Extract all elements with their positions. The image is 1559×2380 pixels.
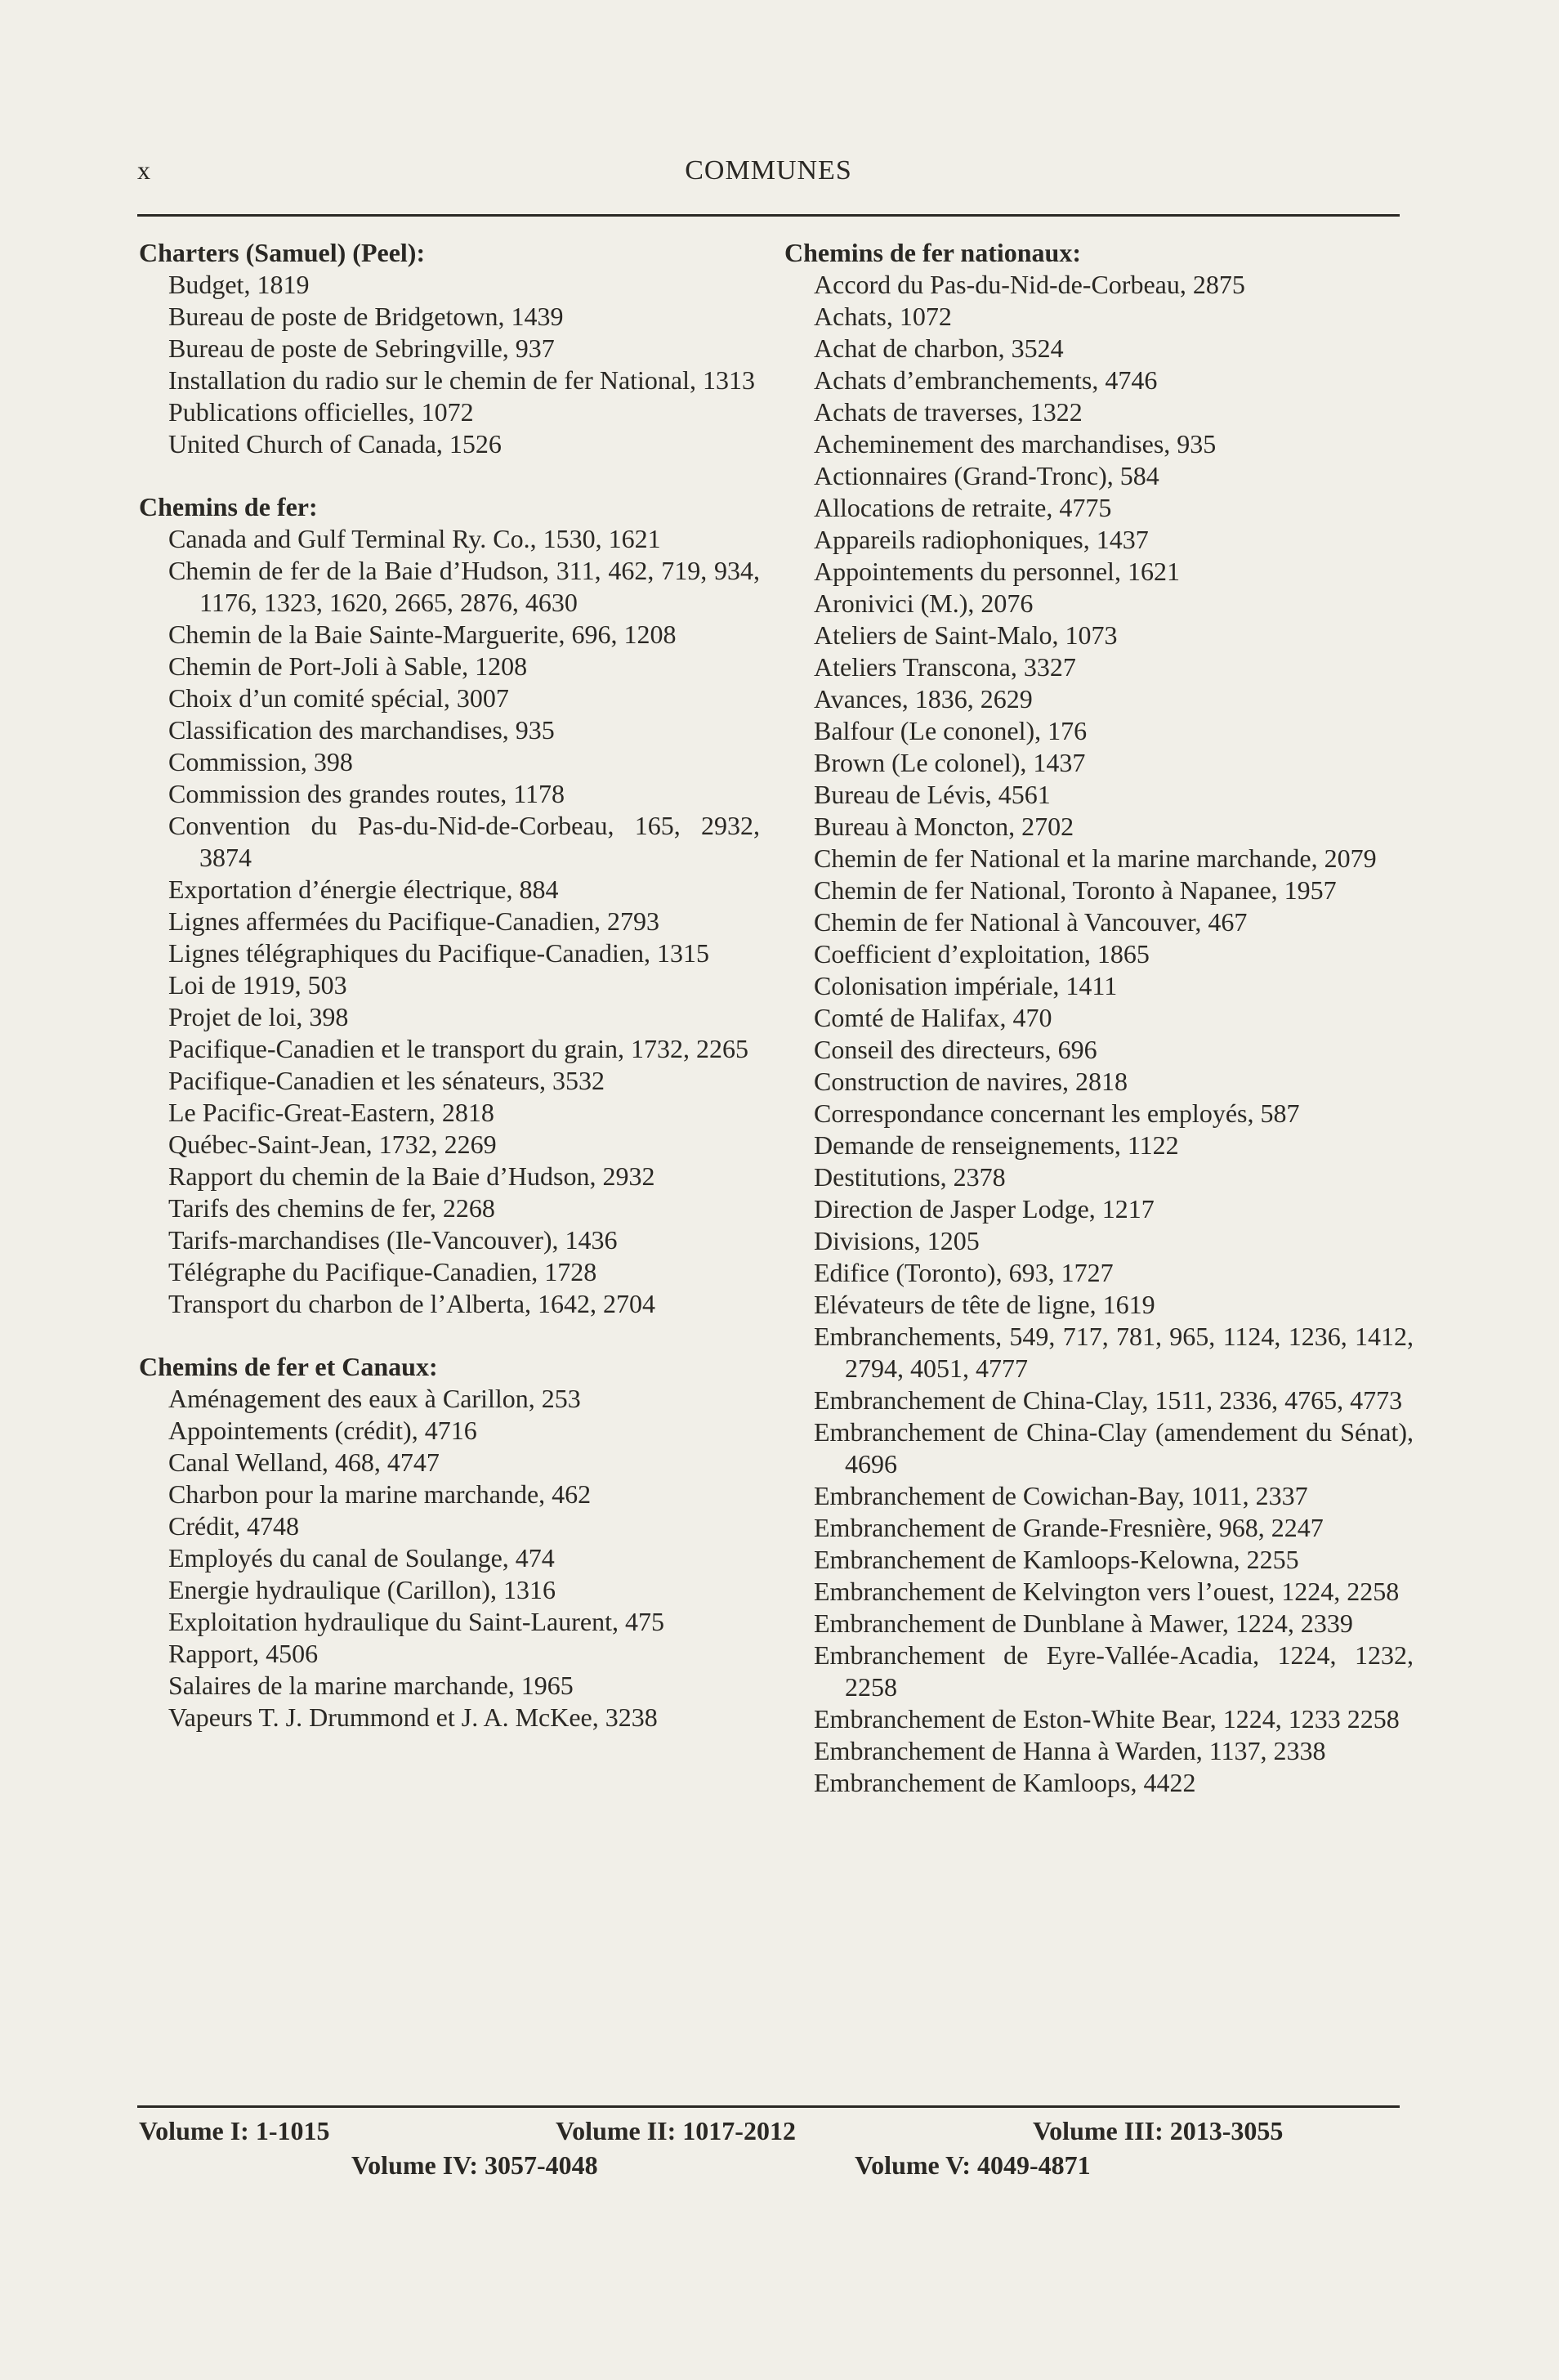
index-entry: Exploitation hydraulique du Saint-Laurent, 475: [168, 1607, 664, 1636]
footer-rule: [137, 2105, 1400, 2108]
index-entry: Edifice (Toronto), 693, 1727: [814, 1258, 1114, 1287]
index-entry: Embranchement de China-Clay, 1511, 2336, 4765, 4773: [814, 1385, 1403, 1415]
volume-4-range: Volume IV: 3057-4048: [351, 2150, 598, 2180]
index-entry: Correspondance concernant les employés, 587: [814, 1098, 1300, 1128]
index-entry: Embranchement de Kelvington vers l’ouest, 1224, 2258: [814, 1577, 1400, 1606]
index-entry: Bureau de Lévis, 4561: [814, 780, 1051, 809]
index-entry: Classification des marchandises, 935: [168, 715, 555, 745]
index-entry: Actionnaires (Grand-Tronc), 584: [814, 461, 1159, 490]
index-entry: Publications officielles, 1072: [168, 397, 474, 427]
index-entry: Demande de renseignements, 1122: [814, 1130, 1179, 1160]
index-entry: Embranchement de Grande-Fresnière, 968, 2247: [814, 1513, 1324, 1542]
index-entry: Embranchement de Cowichan-Bay, 1011, 2337: [814, 1481, 1308, 1510]
index-entry: Commission des grandes routes, 1178: [168, 779, 565, 808]
index-entry: Brown (Le colonel), 1437: [814, 748, 1086, 777]
index-entry: Embranchement de Hanna à Warden, 1137, 2338: [814, 1736, 1326, 1765]
index-entry: Coefficient d’exploitation, 1865: [814, 939, 1150, 969]
index-entry: Vapeurs T. J. Drummond et J. A. McKee, 3238: [168, 1702, 658, 1732]
index-entry: Rapport, 4506: [168, 1639, 319, 1668]
right-column: [784, 237, 1414, 1830]
volume-2-range: Volume II: 1017-2012: [556, 2116, 796, 2145]
index-entry: Aménagement des eaux à Carillon, 253: [168, 1384, 581, 1413]
footer-row-1: [137, 2114, 1400, 2148]
entry-list: [139, 1383, 760, 1734]
index-entry: Crédit, 4748: [168, 1511, 299, 1541]
index-entry: Aronivici (M.), 2076: [814, 588, 1034, 618]
index-entry: Chemin de Port-Joli à Sable, 1208: [168, 651, 528, 681]
footer-row-2: [137, 2148, 1400, 2182]
index-section: [139, 237, 760, 460]
index-entry: Avances, 1836, 2629: [814, 684, 1033, 714]
index-entry: Québec-Saint-Jean, 1732, 2269: [168, 1130, 497, 1159]
entry-list: [139, 523, 760, 1320]
section-heading: Chemins de fer et Canaux:: [139, 1352, 438, 1381]
index-section: [784, 237, 1414, 1799]
index-entry: Projet de loi, 398: [168, 1002, 349, 1031]
index-entry: Loi de 1919, 503: [168, 970, 347, 1000]
index-entry: Colonisation impériale, 1411: [814, 971, 1118, 1000]
index-entry: Direction de Jasper Lodge, 1217: [814, 1194, 1155, 1224]
index-entry: Energie hydraulique (Carillon), 1316: [168, 1575, 556, 1604]
index-entry: Elévateurs de tête de ligne, 1619: [814, 1290, 1155, 1319]
index-entry: Appointements (crédit), 4716: [168, 1416, 477, 1445]
index-entry: Chemin de la Baie Sainte-Marguerite, 696, 1208: [168, 620, 677, 649]
volume-1-range: Volume I: 1-1015: [139, 2116, 330, 2145]
index-entry: Divisions, 1205: [814, 1226, 980, 1255]
index-section: [139, 491, 760, 1320]
index-entry: Canada and Gulf Terminal Ry. Co., 1530, 1621: [168, 524, 661, 553]
index-entry: Le Pacific-Great-Eastern, 2818: [168, 1098, 494, 1127]
left-column: [139, 237, 760, 1765]
index-entry: Balfour (Le cononel), 176: [814, 716, 1088, 745]
index-entry: Comté de Halifax, 470: [814, 1003, 1052, 1032]
index-entry: Lignes télégraphiques du Pacifique-Canadien, 1315: [168, 938, 710, 968]
index-entry: Embranchement de Dunblane à Mawer, 1224, 2339: [814, 1608, 1353, 1638]
index-entry: Pacifique-Canadien et le transport du grain, 1732, 2265: [168, 1034, 749, 1063]
index-entry: Tarifs-marchandises (Ile-Vancouver), 1436: [168, 1225, 618, 1255]
index-entry: Rapport du chemin de la Baie d’Hudson, 2932: [168, 1161, 655, 1191]
page-title: COMMUNES: [685, 155, 852, 186]
index-entry: Achats de traverses, 1322: [814, 397, 1083, 427]
index-entry: Ateliers Transcona, 3327: [814, 652, 1076, 682]
index-entry: Budget, 1819: [168, 270, 310, 299]
index-entry: Embranchement de Eyre-Vallée-Acadia, 1224, 1232, 2258: [814, 1640, 1414, 1702]
index-entry: Bureau de poste de Sebringville, 937: [168, 333, 555, 363]
index-entry: Embranchement de Kamloops-Kelowna, 2255: [814, 1545, 1299, 1574]
index-entry: Télégraphe du Pacifique-Canadien, 1728: [168, 1257, 597, 1286]
index-entry: Exportation d’énergie électrique, 884: [168, 875, 559, 904]
section-heading: Chemins de fer nationaux:: [784, 238, 1081, 267]
index-entry: Appointements du personnel, 1621: [814, 557, 1180, 586]
index-entry: Achats d’embranchements, 4746: [814, 365, 1158, 395]
section-heading: Charters (Samuel) (Peel):: [139, 238, 426, 267]
entry-list: [139, 269, 760, 460]
index-entry: Canal Welland, 468, 4747: [168, 1447, 440, 1477]
index-entry: Accord du Pas-du-Nid-de-Corbeau, 2875: [814, 270, 1245, 299]
page-number: x: [137, 155, 150, 185]
index-entry: Ateliers de Saint-Malo, 1073: [814, 620, 1118, 650]
index-entry: Allocations de retraite, 4775: [814, 493, 1112, 522]
index-entry: Salaires de la marine marchande, 1965: [168, 1671, 574, 1700]
index-entry: Convention du Pas-du-Nid-de-Corbeau, 165, 2932, 3874: [168, 811, 760, 872]
index-entry: Pacifique-Canadien et les sénateurs, 3532: [168, 1066, 605, 1095]
index-entry: Lignes affermées du Pacifique-Canadien, 2793: [168, 906, 659, 936]
entry-list: [784, 269, 1414, 1799]
index-entry: Transport du charbon de l’Alberta, 1642, 2704: [168, 1289, 656, 1318]
index-entry: Acheminement des marchandises, 935: [814, 429, 1217, 459]
index-entry: United Church of Canada, 1526: [168, 429, 502, 459]
index-entry: Chemin de fer National et la marine marchande, 2079: [814, 843, 1377, 873]
index-entry: Chemin de fer National, Toronto à Napanee, 1957: [814, 875, 1337, 905]
volume-5-range: Volume V: 4049-4871: [855, 2150, 1091, 2180]
section-heading: Chemins de fer:: [139, 492, 318, 521]
index-entry: Choix d’un comité spécial, 3007: [168, 683, 509, 713]
index-entry: Bureau à Moncton, 2702: [814, 812, 1074, 841]
index-entry: Installation du radio sur le chemin de fer National, 1313: [168, 365, 756, 395]
volume-footer: [137, 2114, 1400, 2182]
page-header: [137, 155, 1400, 196]
volume-3-range: Volume III: 2013-3055: [1033, 2116, 1284, 2145]
index-entry: Chemin de fer de la Baie d’Hudson, 311, 462, 719, 934, 1176, 1323, 1620, 2665, 2876, 4630: [168, 556, 760, 617]
index-entry: Embranchement de Kamloops, 4422: [814, 1768, 1196, 1797]
index-entry: Embranchement de China-Clay (amendement du Sénat), 4696: [814, 1417, 1414, 1479]
index-entry: Tarifs des chemins de fer, 2268: [168, 1193, 495, 1223]
index-entry: Conseil des directeurs, 696: [814, 1035, 1097, 1064]
header-rule: [137, 214, 1400, 217]
index-entry: Bureau de poste de Bridgetown, 1439: [168, 302, 564, 331]
index-entry: Embranchement de Eston-White Bear, 1224, 1233 2258: [814, 1704, 1400, 1734]
index-entry: Achats, 1072: [814, 302, 952, 331]
index-entry: Construction de navires, 2818: [814, 1067, 1128, 1096]
index-entry: Achat de charbon, 3524: [814, 333, 1064, 363]
index-entry: Commission, 398: [168, 747, 353, 776]
index-entry: Appareils radiophoniques, 1437: [814, 525, 1149, 554]
index-entry: Chemin de fer National à Vancouver, 467: [814, 907, 1248, 937]
index-entry: Destitutions, 2378: [814, 1162, 1006, 1192]
index-entry: Embranchements, 549, 717, 781, 965, 1124, 1236, 1412, 2794, 4051, 4777: [814, 1322, 1414, 1383]
index-entry: Employés du canal de Soulange, 474: [168, 1543, 555, 1572]
index-section: [139, 1351, 760, 1734]
index-entry: Charbon pour la marine marchande, 462: [168, 1479, 592, 1509]
